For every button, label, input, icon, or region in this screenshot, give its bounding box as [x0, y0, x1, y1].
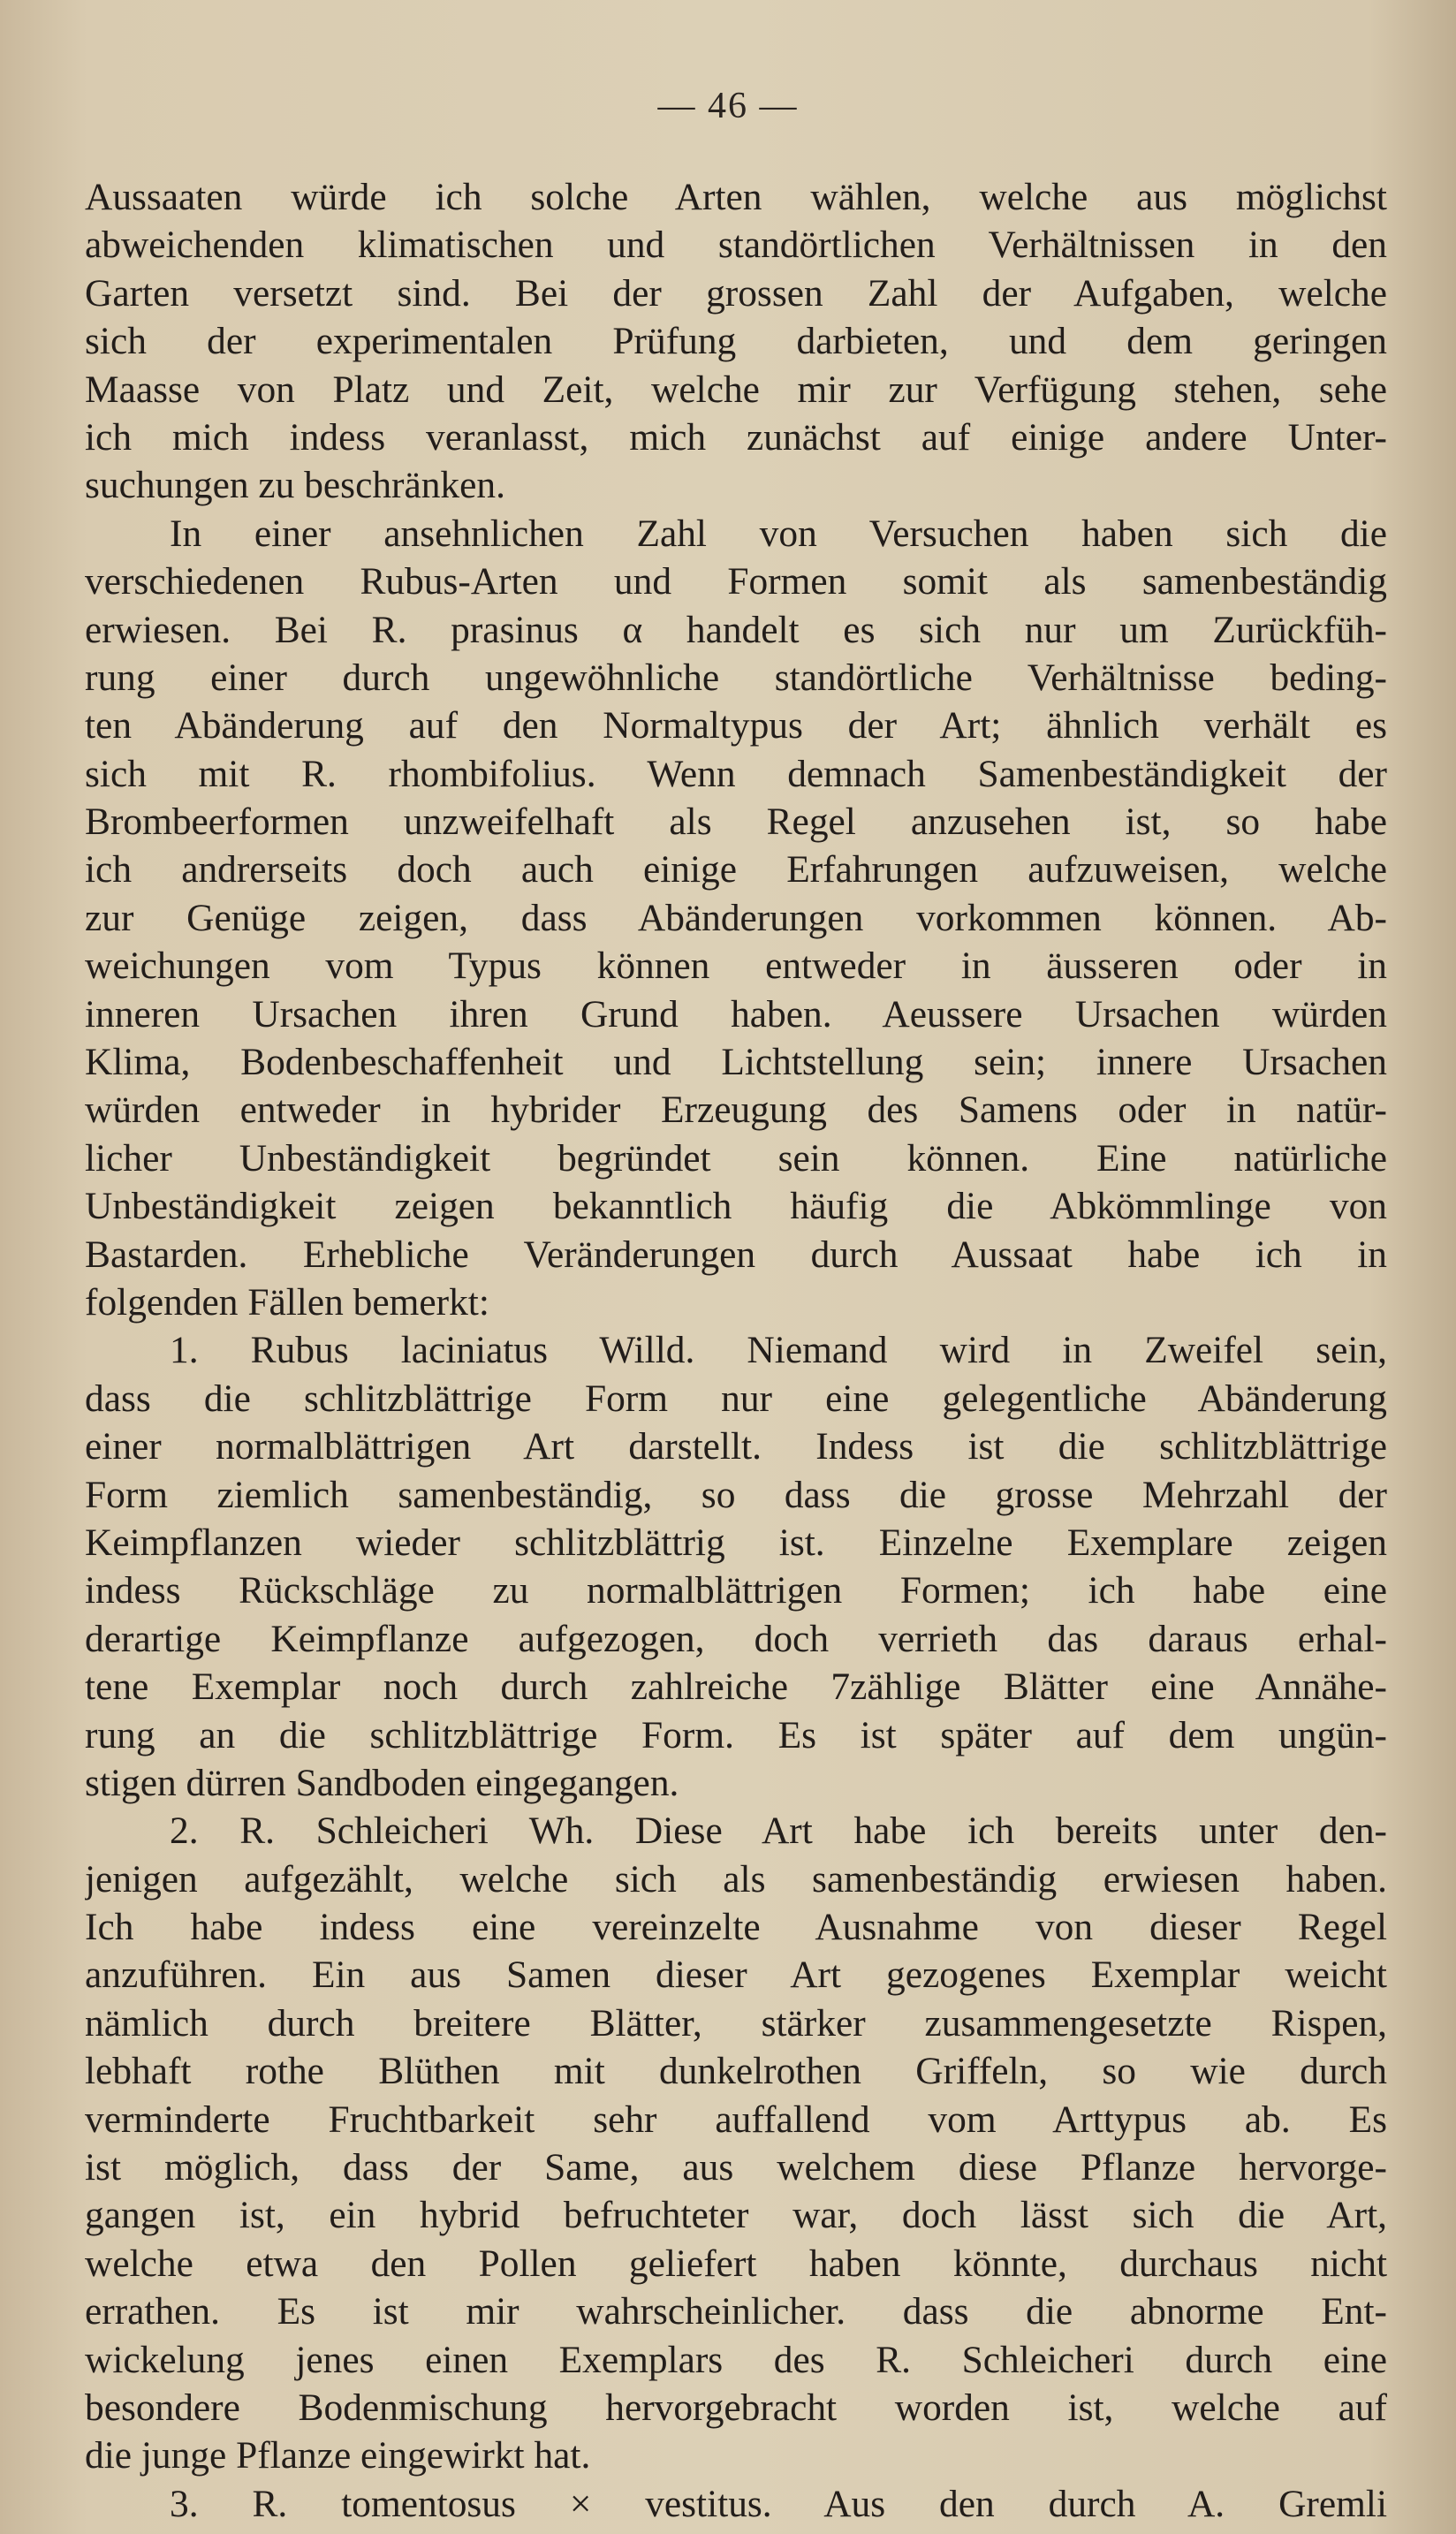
text-line: dass die schlitzblättrige Form nur eine gelegentliche Abänderung [85, 1377, 1387, 1420]
text-line: nämlich durch breitere Blätter, stärker zusammengesetzte Rispen, [85, 2001, 1387, 2045]
numbered-item-line: 1. Rubus laciniatus Willd. Niemand wird in Zweifel sein, [170, 1329, 1387, 1372]
text-line: suchungen zu beschränken. [85, 464, 505, 507]
text-line: einer normalblättrigen Art darstellt. Indess ist die schlitzblättrige [85, 1425, 1387, 1468]
text-line: Unbeständigkeit zeigen bekanntlich häufig die Abkömmlinge von [85, 1185, 1387, 1228]
text-line: zur Genüge zeigen, dass Abänderungen vorkommen können. Ab- [85, 896, 1387, 939]
text-line: würden entweder in hybrider Erzeugung des Samens oder in natür- [85, 1089, 1387, 1132]
text-line: welche etwa den Pollen geliefert haben könnte, durchaus nicht [85, 2242, 1387, 2285]
numbered-item-line: 3. R. tomentosus × vestitus. Aus den durch A. Gremli [170, 2482, 1387, 2525]
text-line: Maasse von Platz und Zeit, welche mir zur Verfügung stehen, sehe [85, 368, 1387, 411]
text-line: Brombeerformen unzweifelhaft als Regel anzusehen ist, so habe [85, 800, 1387, 844]
text-line: ten Abänderung auf den Normaltypus der Art; ähnlich verhält es [85, 704, 1387, 747]
text-line: anzuführen. Ein aus Samen dieser Art gezogenes Exemplar weicht [85, 1954, 1387, 1997]
text-line: verminderte Fruchtbarkeit sehr auffallend vom Arttypus ab. Es [85, 2098, 1387, 2141]
text-line: folgenden Fällen bemerkt: [85, 1280, 489, 1324]
text-line: die junge Pflanze eingewirkt hat. [85, 2434, 591, 2477]
text-line: lebhaft rothe Blüthen mit dunkelrothen Griffeln, so wie durch [85, 2050, 1387, 2093]
numbered-item-line: 2. R. Schleicheri Wh. Diese Art habe ich bereits unter den- [170, 1809, 1387, 1853]
text-line: verschiedenen Rubus-Arten und Formen somit als samenbeständig [85, 560, 1387, 603]
text-line: Aussaaten würde ich solche Arten wählen, welche aus möglichst [85, 176, 1387, 218]
text-line: Keimpflanzen wieder schlitzblättrig ist. Einzelne Exemplare zeigen [85, 1521, 1387, 1564]
text-line: rung einer durch ungewöhnliche standörtliche Verhältnisse beding- [85, 656, 1387, 699]
text-line: ich andrerseits doch auch einige Erfahrungen aufzuweisen, welche [85, 848, 1387, 891]
text-line: Garten versetzt sind. Bei der grossen Zahl der Aufgaben, welche [85, 271, 1387, 315]
text-line: Ich habe indess eine vereinzelte Ausnahme von dieser Regel [85, 1906, 1387, 1949]
text-line: jenigen aufgezählt, welche sich als samenbeständig erwiesen haben. [85, 1857, 1387, 1900]
text-line: rung an die schlitzblättrige Form. Es ist später auf dem ungün- [85, 1713, 1387, 1756]
text-line: sich der experimentalen Prüfung darbieten, und dem geringen [85, 320, 1387, 363]
page-number: — 46 — [657, 86, 799, 126]
text-line: gangen ist, ein hybrid befruchteter war, doch lässt sich die Art, [85, 2194, 1387, 2237]
text-line: ist möglich, dass der Same, aus welchem diese Pflanze hervorge- [85, 2146, 1387, 2189]
text-line: sich mit R. rhombifolius. Wenn demnach Samenbeständigkeit der [85, 752, 1387, 795]
text-line: Bastarden. Erhebliche Veränderungen durch Aussaat habe ich in [85, 1233, 1387, 1276]
text-line: errathen. Es ist mir wahrscheinlicher. dass die abnorme Ent- [85, 2290, 1387, 2333]
text-line: derartige Keimpflanze aufgezogen, doch verrieth das daraus erhal- [85, 1617, 1387, 1660]
text-line: indess Rückschläge zu normalblättrigen Formen; ich habe eine [85, 1569, 1387, 1612]
text-line: Form ziemlich samenbeständig, so dass die grosse Mehrzahl der [85, 1473, 1387, 1516]
text-line: stigen dürren Sandboden eingegangen. [85, 1761, 679, 1804]
text-line: ich mich indess veranlasst, mich zunächst auf einige andere Unter- [85, 415, 1387, 459]
text-line: tene Exemplar noch durch zahlreiche 7zählige Blätter eine Annähe- [85, 1665, 1387, 1709]
paragraph-start-line: In einer ansehnlichen Zahl von Versuchen haben sich die [170, 512, 1387, 555]
text-line: Klima, Bodenbeschaffenheit und Lichtstellung sein; innere Ursachen [85, 1041, 1387, 1084]
text-line: inneren Ursachen ihren Grund haben. Aeussere Ursachen würden [85, 992, 1387, 1036]
text-line: erwiesen. Bei R. prasinus α handelt es sich nur um Zurückfüh- [85, 608, 1387, 651]
text-line: weichungen vom Typus können entweder in äusseren oder in [85, 945, 1387, 988]
text-line: wickelung jenes einen Exemplars des R. Schleicheri durch eine [85, 2338, 1387, 2381]
text-line: abweichenden klimatischen und standörtlichen Verhältnissen in den [85, 224, 1387, 267]
text-line: besondere Bodenmischung hervorgebracht worden ist, welche auf [85, 2386, 1387, 2429]
body-text [85, 173, 1387, 2528]
text-line: licher Unbeständigkeit begründet sein können. Eine natürliche [85, 1136, 1387, 1180]
